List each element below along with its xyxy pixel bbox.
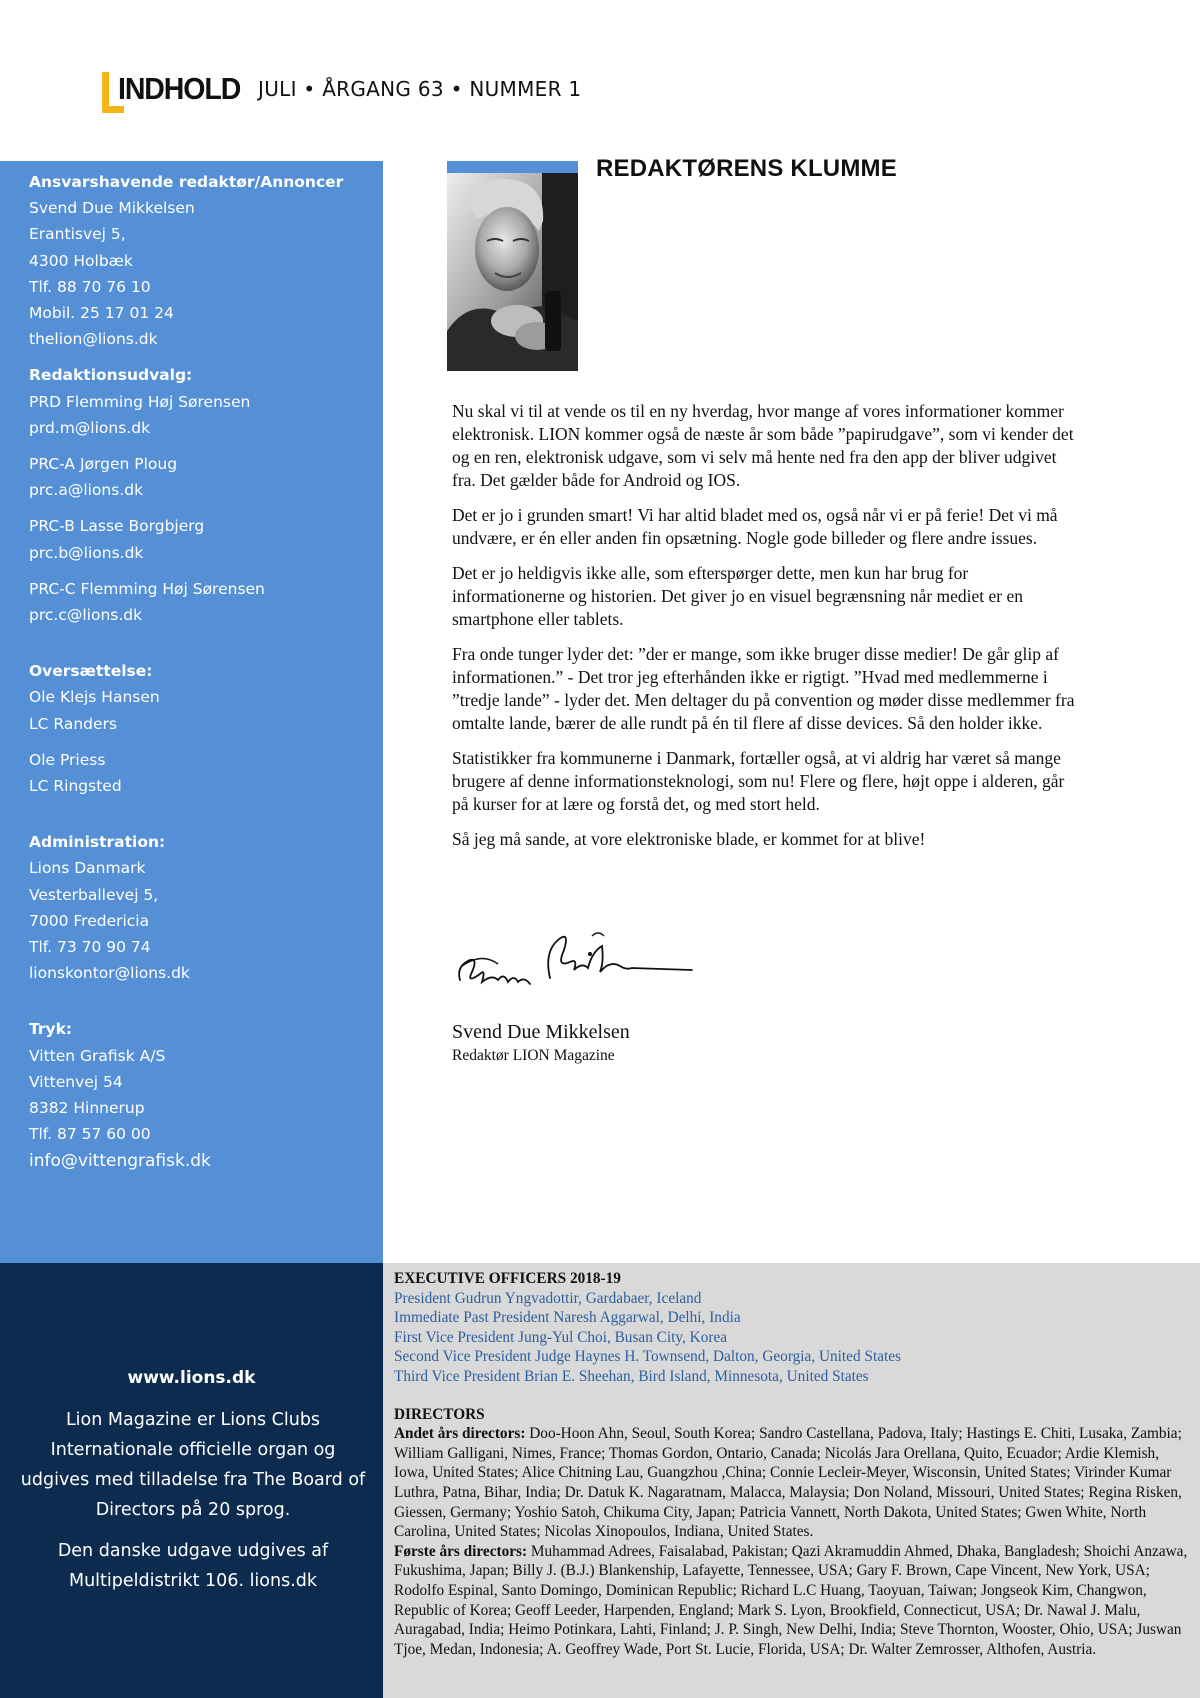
article-body: [452, 400, 1077, 863]
article-paragraph: Fra onde tunger lyder det: ”der er mange, som ikke bruger disse medier! De går glip af informationen.” - Det tror jeg efterhånden ikke er rigtigt. ”Hvad med medlemmerne i ”tredje lande” - lyder det. Men deltager du på convention og møder disse medlemmer fra omtalte lande, bærer de alle rundt på én til flere af disse devices. Så den holder ikke.: [452, 644, 1075, 733]
editor-city: 4300 Holbæk: [29, 251, 133, 270]
administration-city: 7000 Fredericia: [29, 911, 150, 930]
editor-group: [29, 169, 383, 352]
first-year-directors: [394, 1542, 1188, 1660]
committee-group: [29, 362, 383, 441]
officer-line: President Gudrun Yngvadottir, Gardabaer, Iceland: [394, 1289, 702, 1307]
editor-email[interactable]: thelion@lions.dk: [29, 330, 158, 349]
prc-a-email[interactable]: prc.a@lions.dk: [29, 481, 144, 500]
editor-street: Erantisvej 5,: [29, 225, 126, 244]
translator-club-2: LC Ringsted: [29, 777, 122, 796]
officer-line: Second Vice President Judge Haynes H. Townsend, Dalton, Georgia, United States: [394, 1348, 901, 1366]
printer-email[interactable]: info@vittengrafisk.dk: [29, 1150, 211, 1171]
administration-heading: Administration:: [29, 833, 166, 852]
administration-phone: Tlf. 73 70 90 74: [29, 938, 151, 957]
colophon-sidebar: [0, 161, 383, 1263]
officer-line: First Vice President Jung-Yul Choi, Busan City, Korea: [394, 1328, 728, 1346]
prc-b-name: PRC-B Lasse Borgbjerg: [29, 517, 205, 536]
editor-phone: Tlf. 88 70 76 10: [29, 277, 151, 296]
editor-photo: [447, 161, 578, 371]
first-year-label: Første års directors:: [394, 1542, 528, 1560]
translation-heading: Oversættelse:: [29, 662, 153, 681]
directors-title: DIRECTORS: [394, 1405, 485, 1423]
translator-name: Ole Klejs Hansen: [29, 688, 160, 707]
signature-role: Redaktør LION Magazine: [452, 1047, 615, 1064]
directors-section: [394, 1405, 1188, 1660]
printer-city: 8382 Hinnerup: [29, 1099, 145, 1118]
masthead: [100, 72, 240, 114]
indhold-logo: [100, 72, 240, 114]
translator-club: LC Randers: [29, 714, 117, 733]
prc-a-group: [29, 451, 383, 503]
printer-name: Vitten Grafisk A/S: [29, 1046, 166, 1065]
translator-name-2: Ole Priess: [29, 750, 106, 769]
editor-mobile: Mobil. 25 17 01 24: [29, 304, 174, 323]
printer-street: Vittenvej 54: [29, 1072, 123, 1091]
prc-c-group: [29, 576, 383, 628]
article-title: REDAKTØRENS KLUMME: [596, 155, 897, 182]
second-year-directors: [394, 1424, 1188, 1542]
officer-line: Third Vice President Brian E. Sheehan, Bird Island, Minnesota, United States: [394, 1367, 869, 1385]
prc-c-name: PRC-C Flemming Høj Sørensen: [29, 579, 265, 598]
article-paragraph: Det er jo heldigvis ikke alle, som efterspørger dette, men kun har brug for informationerne og historien. Det giver jo en visuel begrænsning når mediet er en smartphone eller tablets.: [452, 563, 1024, 629]
committee-heading: Redaktionsudvalg:: [29, 366, 193, 385]
editor-portrait-image: [447, 161, 578, 371]
article-paragraph: Så jeg må sande, at vore elektroniske blade, er kommet for at blive!: [452, 829, 926, 849]
editor-name: Svend Due Mikkelsen: [29, 199, 195, 218]
handwritten-signature: [452, 922, 697, 992]
officer-line: Immediate Past President Naresh Aggarwal, Delhi, India: [394, 1309, 741, 1327]
editor-heading: Ansvarshavende redaktør/Annoncer: [29, 173, 344, 191]
lions-info-block: [0, 1263, 383, 1698]
print-group: [29, 1016, 383, 1173]
administration-street: Vesterballevej 5,: [29, 885, 159, 904]
magazine-description: Lion Magazine er Lions Clubs Internationale officielle organ og udgives med tilladelse fra The Board of Directors på 20 sprog.: [20, 1410, 366, 1520]
article-paragraph: Nu skal vi til at vende os til en ny hverdag, hvor mange af vores informationer kommer elektronisk. LION kommer også de næste år som både ”papirudgave”, som vi kender det og en ren, elektronisk udgave, som vi selv må hente ned fra den app der bliver udgivet fra. Det gælder både for Android og IOS.: [452, 401, 1074, 490]
translation-group: [29, 658, 383, 737]
logo-text: INDHOLD: [118, 71, 241, 106]
prc-a-name: PRC-A Jørgen Ploug: [29, 455, 178, 474]
translation-group-2: [29, 747, 383, 799]
executive-officers-title: EXECUTIVE OFFICERS 2018-19: [394, 1270, 621, 1287]
article-paragraph: Statistikker fra kommunerne i Danmark, fortæller også, at vi aldrig har været så mange brugere af denne informationsteknologi, som nu! Flere og flere, højt oppe i alderen, går på kurser for at lære og forstå det, og med stort held.: [452, 748, 1065, 814]
second-year-list: Doo-Hoon Ahn, Seoul, South Korea; Sandro Castellana, Padova, Italy; Hastings E. Chiti, Lusaka, Zambia; William Galligani, Nimes, France; Thomas Gordon, Ontario, Canada; Nicolás Jara Orellana, Quito, Ecuador; Ardie Klemish, Iowa, United States; Alice Chitning Lau, Guangzhou ,China; Connie Lecleir-Meyer, Wisconsin, United States; Virinder Kumar Luthra, Patna, Bihar, India; Dr. Datuk K. Nagaratnam, Malacca, Malaysia; Don Noland, Missouri, United States; Regina Risken, Giessen, Germany; Yoshio Satoh, Chikuma City, Japan; Patricia Vannett, North Dakota, United States; Gwen White, North Carolina, United States; Nicolas Xinopoulos, Indiana, United States.: [394, 1425, 1182, 1541]
prc-b-email[interactable]: prc.b@lions.dk: [29, 543, 144, 562]
prc-c-email[interactable]: prc.c@lions.dk: [29, 606, 143, 625]
signature-name: Svend Due Mikkelsen: [452, 1021, 630, 1043]
printer-phone: Tlf. 87 57 60 00: [29, 1125, 151, 1144]
administration-org: Lions Danmark: [29, 859, 146, 878]
second-year-label: Andet års directors:: [394, 1425, 526, 1443]
administration-group: [29, 829, 383, 986]
danish-edition-note: Den danske udgave udgives af Multipeldistrikt 106. lions.dk: [57, 1541, 329, 1591]
lions-website-link[interactable]: www.lions.dk: [127, 1368, 256, 1388]
prc-b-group: [29, 513, 383, 565]
administration-email[interactable]: lionskontor@lions.dk: [29, 964, 190, 983]
executive-officers-block: [383, 1263, 1200, 1698]
committee-member-email[interactable]: prd.m@lions.dk: [29, 418, 151, 437]
first-year-list: Muhammad Adrees, Faisalabad, Pakistan; Qazi Akramuddin Ahmed, Dhaka, Bangladesh; Shoichi Anzawa, Fukushima, Japan; Billy J. (B.J.) Blankenship, Lafayette, Tennessee, USA; Gary F. Brown, Cape Vincent, New York, USA; Rodolfo Espinal, Santo Domingo, Dominican Republic; Richard L.C Huang, Taoyuan, Taiwan; Jongseok Kim, Changwon, Republic of Korea; Geoff Leeder, Harpenden, England; Mark S. Lyon, Brookfield, Connecticut, USA; Dr. Nawal J. Malu, Auragabad, India; Heimo Potinkara, Lahti, Finland; J. P. Singh, New Delhi, India; Steve Thornton, Wooster, Ohio, USA; Juswan Tjoe, Medan, Indonesia; A. Geoffrey Wade, Port St. Lucie, Florida, USA; Dr. Walter Zemrosser, Althofen, Austria.: [394, 1542, 1188, 1658]
print-heading: Tryk:: [29, 1020, 73, 1039]
photo-accent-bar: [447, 161, 578, 173]
article-paragraph: Det er jo i grunden smart! Vi har altid bladet med os, også når vi er på ferie! Det vi må undvære, er én eller anden fin opsætning. Nogle gode billeder og flere andre issues.: [452, 505, 1058, 548]
committee-member-name: PRD Flemming Høj Sørensen: [29, 392, 251, 411]
issue-line: JULI • ÅRGANG 63 • NUMMER 1: [258, 77, 582, 101]
logo-accent-horizontal: [102, 106, 124, 113]
